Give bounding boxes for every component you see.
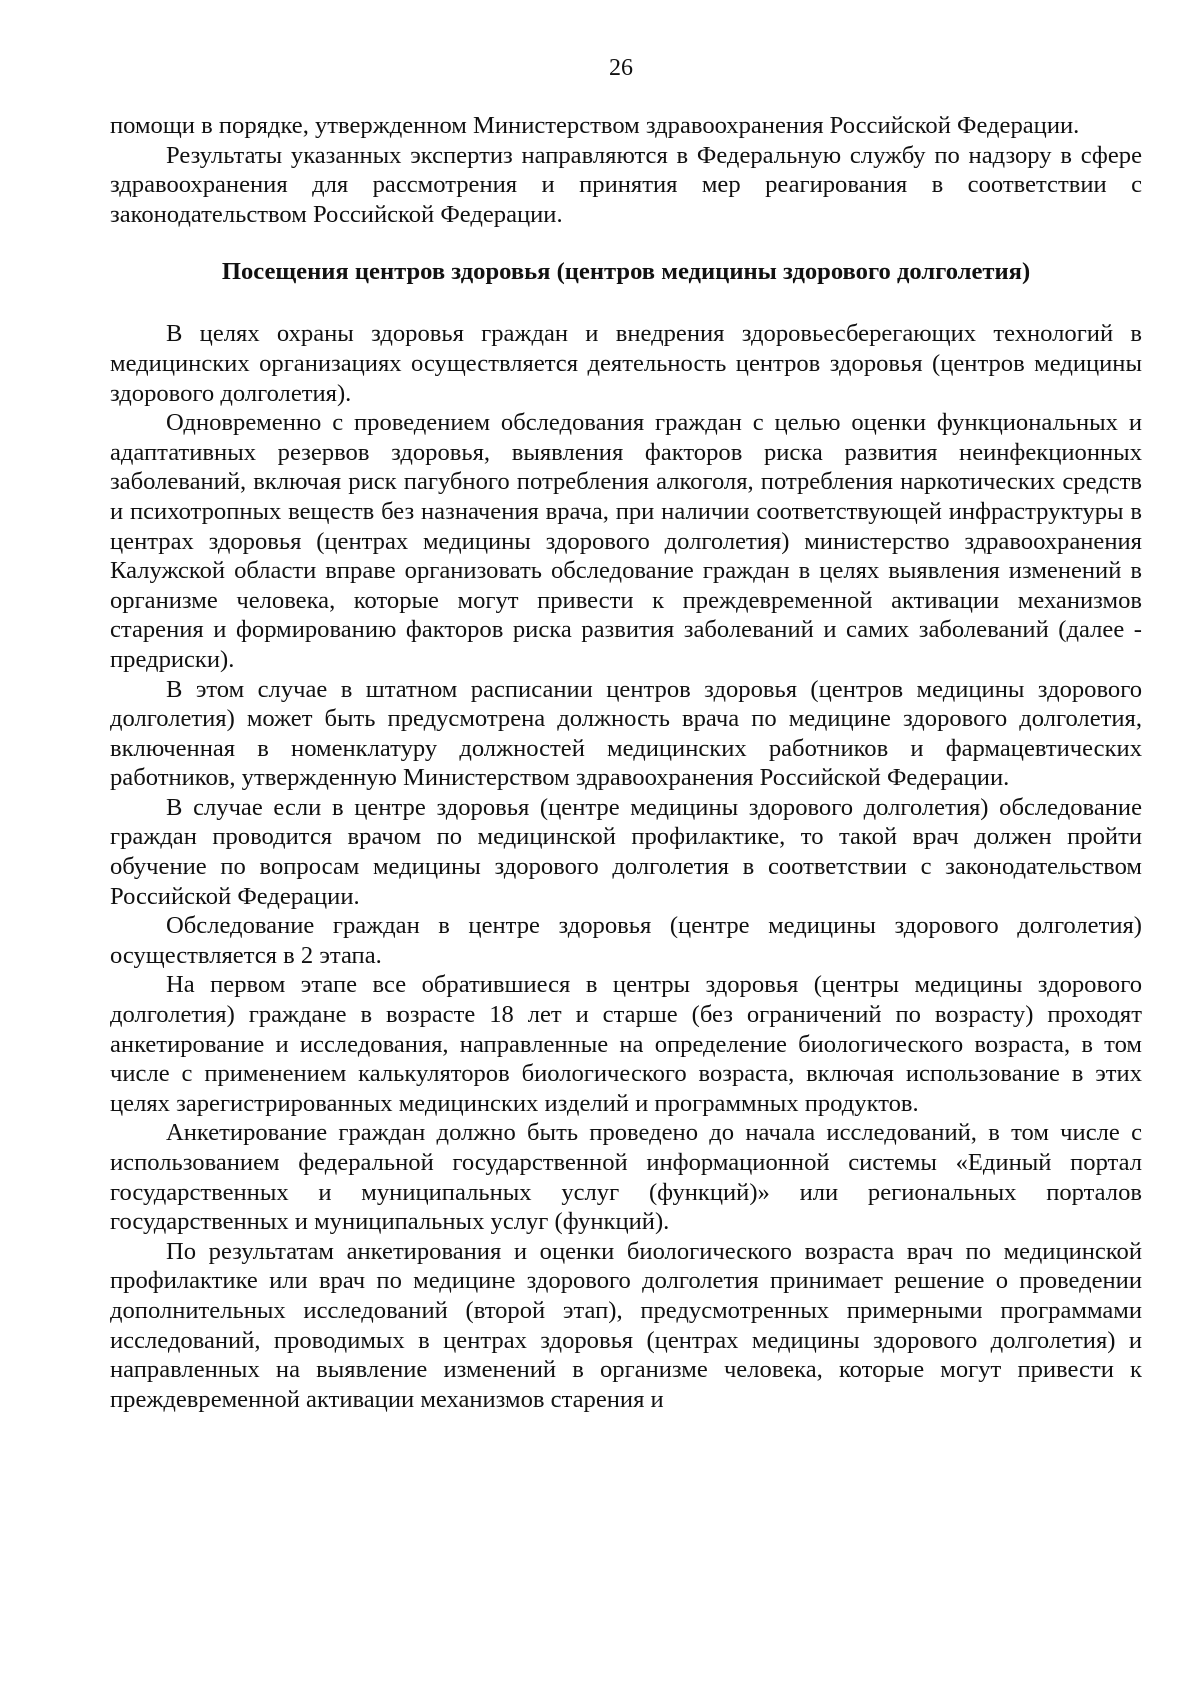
paragraph: В целях охраны здоровья граждан и внедрения здоровьесберегающих технологий в медицинских организациях осуществляется деятельность центров здоровья (центров медицины здорового долголетия). [110,320,1142,407]
paragraph: Анкетирование граждан должно быть проведено до начала исследований, в том числе с использованием федеральной государственной информационной системы «Единый портал государственных и муниципальных услуг (функций)» или региональных порталов государственных и муниципальных услуг (функций). [110,1119,1142,1236]
paragraph: Обследование граждан в центре здоровья (центре медицины здорового долголетия) осуществляется в 2 этапа. [110,912,1142,969]
paragraph-expertise-results: Результаты указанных экспертиз направляются в Федеральную службу по надзору в сфере здравоохранения для рассмотрения и принятия мер реагирования в соответствии с законодательством Российской Федерации. [110,141,1142,228]
paragraph: По результатам анкетирования и оценки биологического возраста врач по медицинской профилактике или врач по медицине здорового долголетия принимает решение о проведении дополнительных исследований (второй этап), предусмотренных примерными программами исследований, проводимых в центрах здоровья (центрах медицины здорового долголетия) и направленных на выявление изменений в организме человека, которые могут привести к преждевременной активации механизмов старения и [110,1237,1142,1413]
paragraph: В этом случае в штатном расписании центров здоровья (центров медицины здорового долголетия) может быть предусмотрена должность врача по медицине здорового долголетия, включенная в номенклатуру должностей медицинских работников и фармацевтических работников, утвержденную Министерством здравоохранения Российской Федерации. [110,675,1142,792]
paragraph: На первом этапе все обратившиеся в центры здоровья (центры медицины здорового долголетия) граждане в возрасте 18 лет и старше (без ограничений по возрасту) проходят анкетирование и исследования, направленные на определение биологического возраста, в том числе с применением калькуляторов биологического возраста, включая использование в этих целях зарегистрированных медицинских изделий и программных продуктов. [110,971,1142,1117]
paragraph: В случае если в центре здоровья (центре медицины здорового долголетия) обследование граждан проводится врачом по медицинской профилактике, то такой врач должен пройти обучение по вопросам медицины здорового долголетия в соответствии с законодательством Российской Федерации. [110,793,1142,910]
document-body [110,111,1142,1414]
page-number: 26 [609,55,633,81]
paragraph-continuation: помощи в порядке, утвержденном Министерством здравоохранения Российской Федерации. [110,112,1080,139]
section-heading: Посещения центров здоровья (центров медицины здорового долголетия) [221,258,1031,286]
paragraph: Одновременно с проведением обследования граждан с целью оценки функциональных и адаптативных резервов здоровья, выявления факторов риска развития неинфекционных заболеваний, включая риск пагубного потребления алкоголя, потребления наркотических средств и психотропных веществ без назначения врача, при наличии соответствующей инфраструктуры в центрах здоровья (центрах медицины здорового долголетия) министерство здравоохранения Калужской области вправе организовать обследование граждан в целях выявления изменений в организме человека, которые могут привести к преждевременной активации механизмов старения и формированию факторов риска развития заболеваний и самих заболеваний (далее - предриски). [110,409,1142,673]
